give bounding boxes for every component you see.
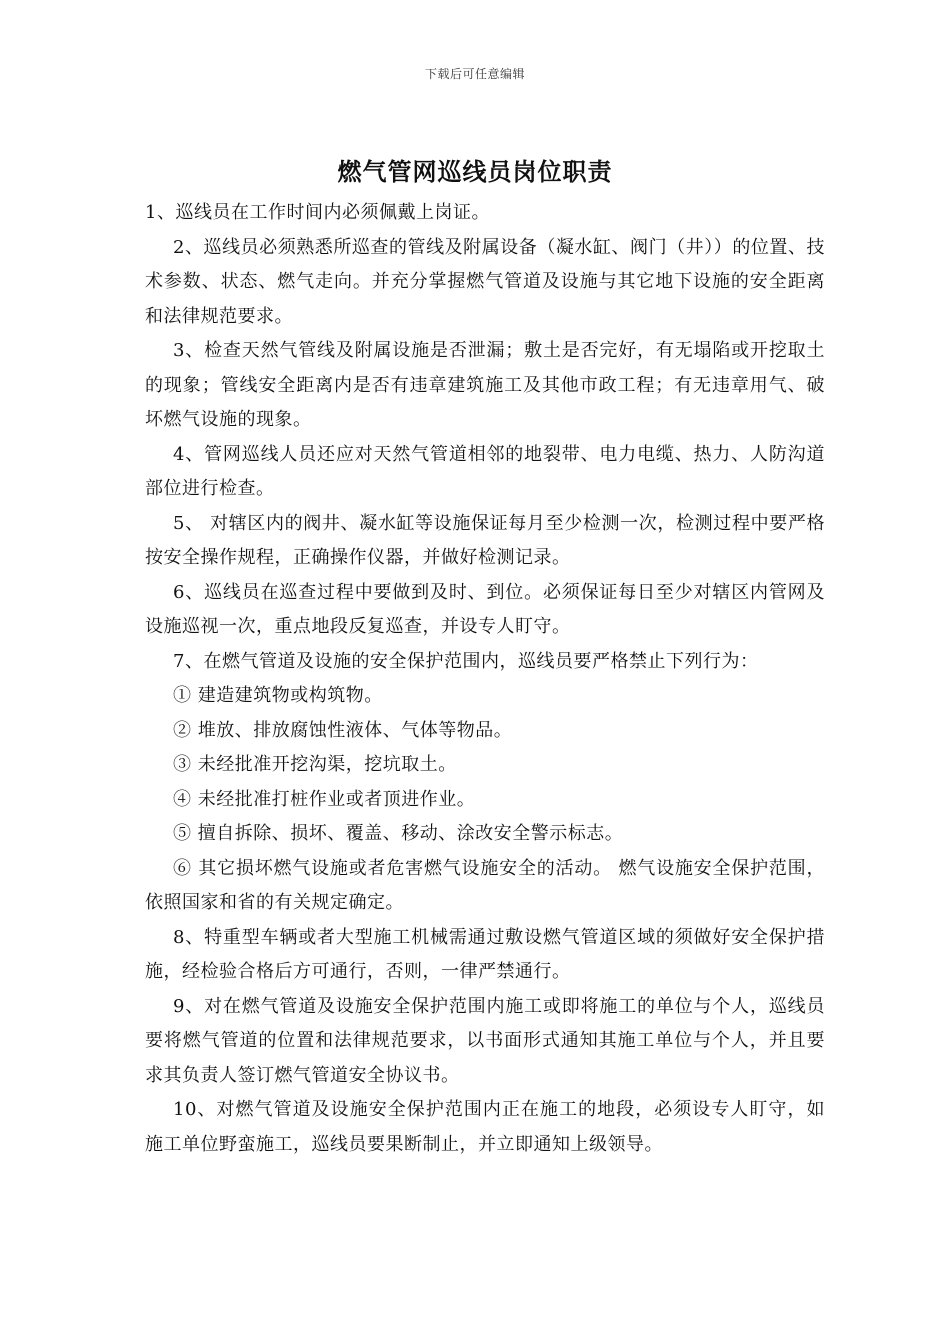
document-title: 燃气管网巡线员岗位职责 — [337, 157, 613, 186]
paragraph-item-9: 9、对在燃气管道及设施安全保护范围内施工或即将施工的单位与个人，巡线员要将燃气管道的位置和法律规范要求，以书面形式通知其施工单位与个人，并且要求其负责人签订燃气管道安全协议书。 — [145, 995, 825, 1086]
header-note: 下载后可任意编辑 — [424, 67, 525, 81]
paragraph-item-10: 10、对燃气管道及设施安全保护范围内正在施工的地段，必须设专人盯守，如施工单位野蛮施工，巡线员要果断制止，并立即通知上级领导。 — [145, 1099, 825, 1155]
paragraph-item-3: 3、检查天然气管线及附属设施是否泄漏；敷土是否完好，有无塌陷或开挖取土的现象；管线安全距离内是否有违章建筑施工及其他市政工程；有无违章用气、破坏燃气设施的现象。 — [145, 340, 825, 430]
paragraph-item-8: 8、特重型车辆或者大型施工机械需通过敷设燃气管道区域的须做好安全保护措施，经检验合格后方可通行，否则，一律严禁通行。 — [145, 926, 825, 982]
paragraph-item-6: 6、巡线员在巡查过程中要做到及时、到位。必须保证每日至少对辖区内管网及设施巡视一次，重点地段反复巡查，并设专人盯守。 — [145, 581, 825, 637]
list-item-prohibited-5: ⑤ 擅自拆除、损坏、覆盖、移动、涂改安全警示标志。 — [173, 823, 624, 844]
list-item-prohibited-4: ④ 未经批准打桩作业或者顶进作业。 — [173, 788, 476, 810]
paragraph-item-7: 7、在燃气管道及设施的安全保护范围内，巡线员要严格禁止下列行为： — [173, 650, 759, 672]
list-item-prohibited-2: ② 堆放、排放腐蚀性液体、气体等物品。 — [173, 719, 513, 741]
document-body — [145, 196, 825, 1162]
list-item-prohibited-6: ⑥ 其它损坏燃气设施或者危害燃气设施安全的活动。 燃气设施安全保护范围，依照国家和省的有关规定确定。 — [145, 857, 825, 913]
list-item-prohibited-3: ③ 未经批准开挖沟渠，挖坑取土。 — [173, 754, 457, 775]
paragraph-item-1: 1、巡线员在工作时间内必须佩戴上岗证。 — [145, 202, 490, 223]
list-item-prohibited-1: ① 建造建筑物或构筑物。 — [173, 685, 383, 706]
paragraph-item-2: 2、巡线员必须熟悉所巡查的管线及附属设备（凝水缸、阀门（井））的位置、技术参数、状态、燃气走向。并充分掌握燃气管道及设施与其它地下设施的安全距离和法律规范要求。 — [145, 236, 825, 327]
paragraph-item-5: 5、 对辖区内的阀井、凝水缸等设施保证每月至少检测一次，检测过程中要严格按安全操作规程，正确操作仪器，并做好检测记录。 — [145, 512, 825, 568]
paragraph-item-4: 4、管网巡线人员还应对天然气管道相邻的地裂带、电力电缆、热力、人防沟道部位进行检查。 — [145, 443, 825, 499]
